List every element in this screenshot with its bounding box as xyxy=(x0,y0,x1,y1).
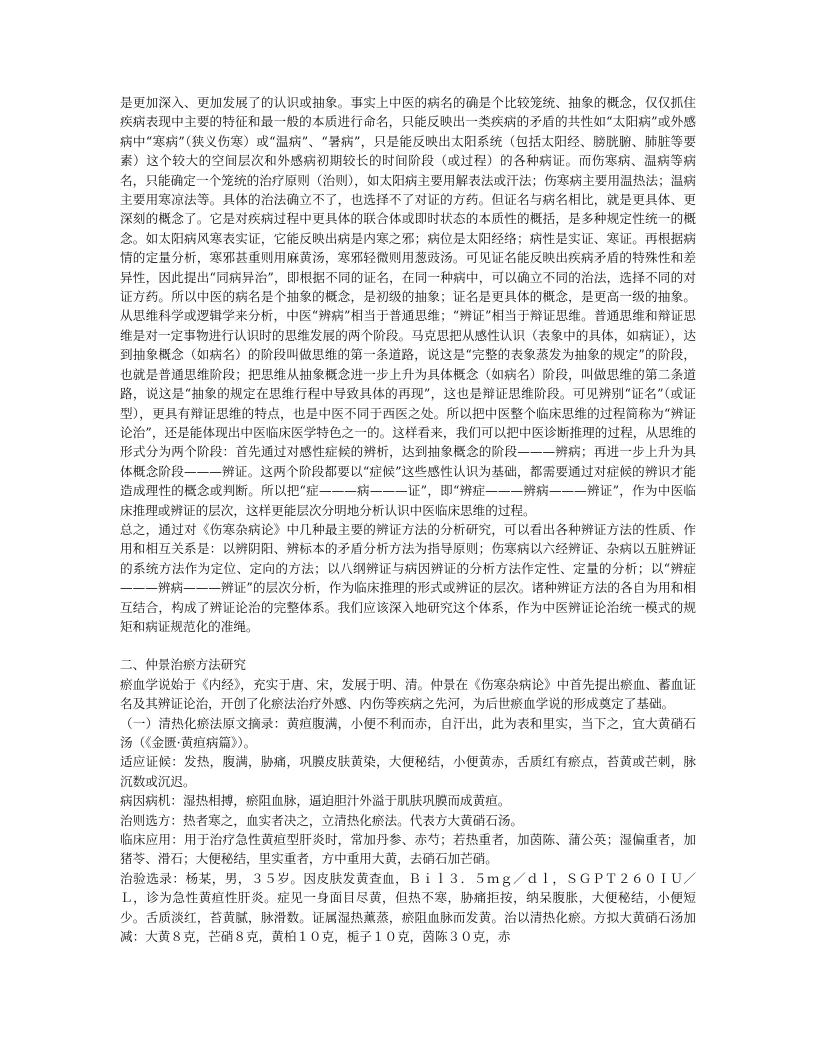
document-page xyxy=(120,93,696,946)
body-paragraph: 是更加深入、更加发展了的认识或抽象。事实上中医的病名的确是个比较笼统、抽象的概念，仅仅抓住疾病表现中主要的特征和最一般的本质进行命名，只能反映出一类疾病的矛盾的共性如“太阳病”或外感病中“寒病”（狭义伤寒）或“温病”、“暑病”，只是能反映出太阳系统（包括太阳经、膀胱腑、肺脏等要素）这个较大的空间层次和外感病初期较长的时间阶段（或过程）的各种病证。而伤寒病、温病等病名，只能确定一个笼统的治疗原则（治则），如太阳病主要用解表法或汗法；伤寒病主要用温热法；温病主要用寒凉法等。具体的治法确立不了，也选择不了对证的方药。但证名与病名相比，就是更具体、更深刻的概念了。它是对疾病过程中更具体的联合体或即时状态的本质性的概括，是多种规定性统一的概念。如太阳病风寒表实证，它能反映出病是内寒之邪；病位是太阳经络；病性是实证、寒证。再根据病情的定量分析，寒邪甚重则用麻黄汤，寒邪轻微则用葱豉汤。可见证名能反映出疾病矛盾的特殊性和差异性，因此提出“同病异治”，即根据不同的证名，在同一种病中，可以确立不同的治法，选择不同的对证方药。所以中医的病名是个抽象的概念，是初级的抽象；证名是更具体的概念，是更高一级的抽象。从思维科学或逻辑学来分析，中医“辨病”相当于普通思维；“辨证”相当于辩证思维。普通思维和辩证思维是对一定事物进行认识时的思维发展的两个阶段。马克思把从感性认识（表象中的具体，如病证），达到抽象概念（如病名）的阶段叫做思维的第一条道路，说这是“完整的表象蒸发为抽象的规定”的阶段，也就是普通思维阶段；把思维从抽象概念进一步上升为具体概念（如病名）阶段，叫做思维的第二条道路，说这是“抽象的规定在思维行程中导致具体的再现”，这也是辩证思维阶段。可见辨别“证名”（或证型），更具有辩证思维的特点，也是中医不同于西医之处。所以把中医整个临床思维的过程简称为“辨证论治”，还是能体现出中医临床医学特色之一的。这样看来，我们可以把中医诊断推理的过程，从思维的形式分为两个阶段：首先通过对感性症候的辨析，达到抽象概念的阶段———辨病；再进一步上升为具体概念阶段———辨证。这两个阶段都要以“症候”这些感性认识为基础，都需要通过对症候的辨识才能造成理性的概念或判断。所以把“症———病———证”，即“辨症———辨病———辨证”，作为中医临床推理或辨证的层次，这样更能层次分明地分析认识中医临床思维的过程。 xyxy=(120,95,696,518)
body-paragraph: 总之，通过对《伤寒杂病论》中几种最主要的辨证方法的分析研究，可以看出各种辨证方法的性质、作用和相互关系是：以辨阴阳、辨标本的矛盾分析方法为指导原则；伤寒病以六经辨证、杂病以五脏辨证的系统方法作为定位、定向的方法；以八纲辨证与病因辨证的分析方法作定性、定量的分析；以“辨症———辨病———辨证”的层次分析，作为临床推理的形式或辨证的层次。诸种辨证方法的各自为用和相互结合，构成了辨证论治的完整体系。我们应该深入地研究这个体系，作为中医辨证论治统一模式的规矩和病证规范化的准绳。 xyxy=(120,521,696,634)
section-heading: 二、仲景治瘀方法研究 xyxy=(120,657,246,673)
paragraph-gap xyxy=(120,636,696,655)
body-paragraph: 病因病机：湿热相搏，瘀阻血脉，逼迫胆汁外溢于肌肤巩膜而成黄疸。 xyxy=(120,793,511,809)
body-paragraph: 适应证候：发热，腹满，胁痛，巩膜皮肤黄染，大便秘结，小便黄赤，舌质红有瘀点，苔黄或芒刺，脉沉数或沉迟。 xyxy=(120,754,696,789)
body-paragraph: 临床应用：用于治疗急性黄疸型肝炎时，常加丹参、赤芍；若热重者，加茵陈、蒲公英；湿偏重者，加猪苓、滑石；大便秘结，里实重者，方中重用大黄，去硝石加芒硝。 xyxy=(120,832,696,867)
body-paragraph: 治验选录：杨某，男，３５岁。因皮肤发黄查血，Ｂｉｌ３．５ｍｇ／ｄｌ，ＳＧＰＴ２６０ＩＵ／Ｌ，诊为急性黄疸性肝炎。症见一身面目尽黄，但热不寒，胁痛拒按，纳呆腹胀，大便秘结，小便短少。舌质淡红，苔黄腻，脉滑数。证属湿热薰蒸，瘀阻血脉而发黄。治以清热化瘀。方拟大黄硝石汤加减：大黄８克，芒硝８克，黄柏１０克，栀子１０克，茵陈３０克，赤 xyxy=(120,870,696,945)
body-paragraph: （一）清热化瘀法原文摘录：黄疸腹满，小便不利而赤，自汗出，此为表和里实，当下之，宜大黄硝石汤（《金匮·黄疸病篇》）。 xyxy=(120,715,696,750)
body-paragraph: 瘀血学说始于《内经》，充实于唐、宋，发展于明、清。仲景在《伤寒杂病论》中首先提出瘀血、蓄血证名及其辨证论治，开创了化瘀法治疗外感、内伤等疾病之先河，为后世瘀血学说的形成奠定了基础。 xyxy=(120,676,696,712)
body-paragraph: 治则选方：热者寒之，血实者决之，立清热化瘀法。代表方大黄硝石汤。 xyxy=(120,812,523,828)
